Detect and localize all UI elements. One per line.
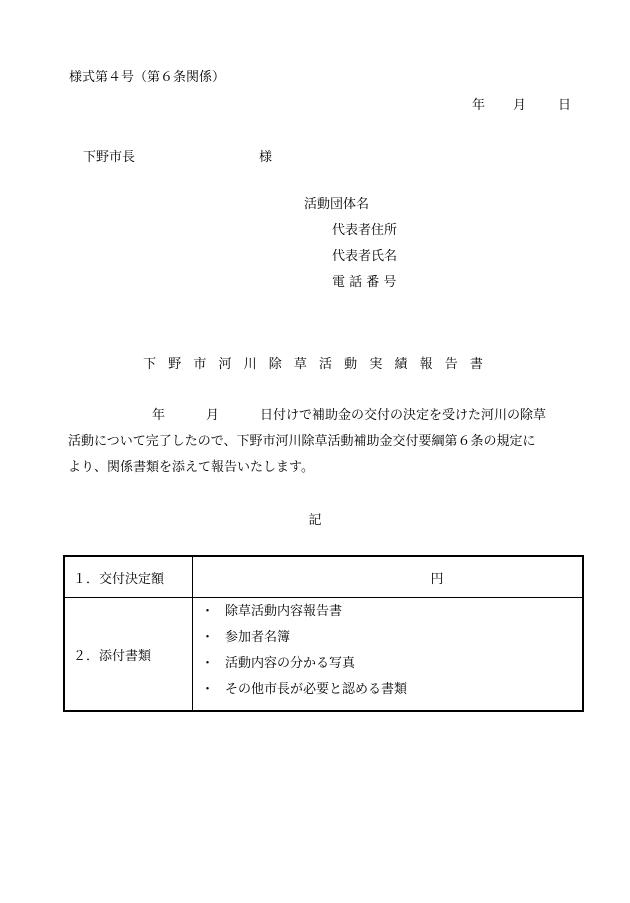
- list-item: ・ 参加者名簿: [201, 628, 582, 654]
- date-line: [472, 94, 571, 113]
- report-table: [63, 555, 584, 712]
- attachments-label: ２．添付書類: [64, 598, 193, 712]
- addressee-name: 下野市長: [83, 150, 136, 165]
- applicant-group-name: 活動団体名: [304, 197, 370, 212]
- ki-heading: 記: [308, 513, 322, 528]
- applicant-representative-address: 代表者住所: [332, 223, 398, 238]
- date-day: 日: [558, 98, 572, 113]
- addressee-honorific: 様: [259, 150, 273, 165]
- form-number: 様式第４号（第６条関係）: [69, 70, 226, 85]
- body-text: [68, 403, 546, 481]
- list-item: ・ その他市長が必要と認める書類: [201, 680, 582, 706]
- applicant-representative-name: 代表者氏名: [332, 249, 398, 264]
- date-year: 年: [472, 98, 486, 113]
- bullet: ・: [201, 604, 215, 619]
- document-title: 下 野 市 河 川 除 草 活 動 実 績 報 告 書: [143, 357, 487, 372]
- body-line3: より、関係書類を添えて報告いたします。: [68, 460, 314, 475]
- applicant-block: [304, 198, 397, 302]
- body-line2: 活動について完了したので、下野市河川除草活動補助金交付要綱第６条の規定に: [68, 434, 536, 449]
- table-row: [64, 556, 583, 598]
- body-year: 年: [152, 408, 166, 423]
- date-month: 月: [513, 98, 527, 113]
- body-line1: 日付けで補助金の交付の決定を受けた河川の除草: [260, 408, 547, 423]
- addressee: [83, 146, 272, 165]
- bullet: ・: [201, 682, 215, 697]
- table-row: [64, 598, 583, 712]
- grant-amount-unit: 円: [193, 556, 584, 598]
- list-item: ・ 除草活動内容報告書: [201, 602, 582, 628]
- bullet: ・: [201, 656, 215, 671]
- attachments-list: [193, 598, 584, 712]
- grant-amount-label: １．交付決定額: [64, 556, 193, 598]
- list-item: ・ 活動内容の分かる写真: [201, 654, 582, 680]
- body-month: 月: [206, 408, 220, 423]
- bullet: ・: [201, 630, 215, 645]
- applicant-phone: 電 話 番 号: [332, 275, 397, 290]
